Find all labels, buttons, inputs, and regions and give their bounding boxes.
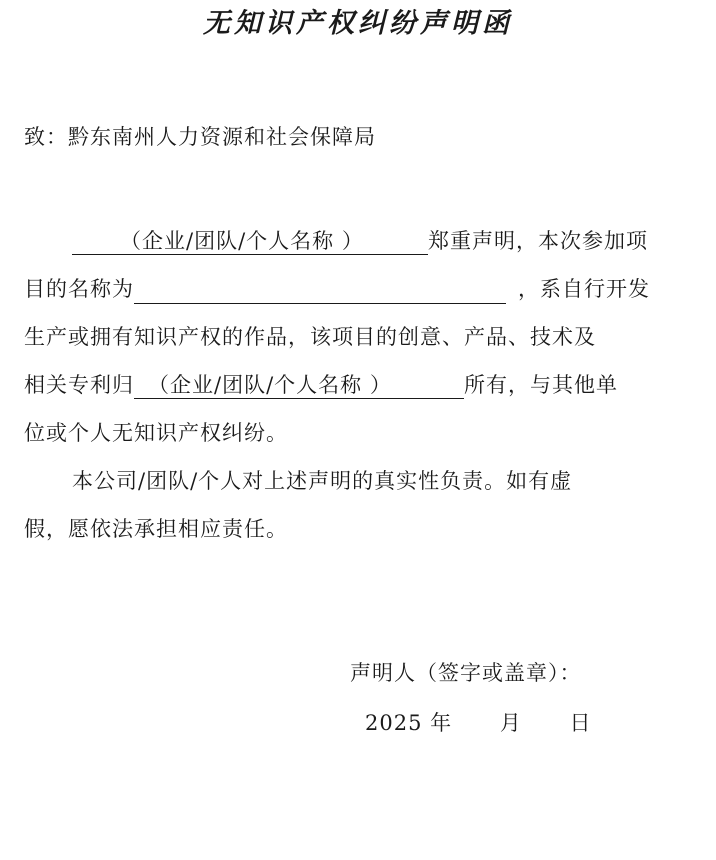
recipient-line: 致：黔东南州人力资源和社会保障局 bbox=[24, 125, 376, 149]
para1-text-b: 目的名称为 bbox=[24, 277, 134, 301]
para1-text-a: 郑重声明，本次参加项 bbox=[428, 229, 648, 253]
date-line bbox=[365, 708, 592, 738]
date-month: 月 bbox=[499, 711, 522, 735]
para1-line4 bbox=[24, 370, 618, 400]
document-title: 无知识产权纠纷声明函 bbox=[203, 8, 513, 39]
owner-blank-field[interactable]: （企业/团队/个人名称 ） bbox=[134, 372, 464, 399]
para1-line2 bbox=[24, 274, 650, 304]
para1-line5: 位或个人无知识产权纠纷。 bbox=[24, 421, 288, 445]
para1-line1 bbox=[72, 226, 648, 256]
para2-line2: 假，愿依法承担相应责任。 bbox=[24, 517, 288, 541]
date-year: 2025 年 bbox=[365, 711, 453, 735]
date-day: 日 bbox=[569, 711, 592, 735]
para1-line3: 生产或拥有知识产权的作品，该项目的创意、产品、技术及 bbox=[24, 325, 596, 349]
signature-label: 声明人（签字或盖章）： bbox=[350, 661, 582, 685]
project-name-blank-field[interactable] bbox=[134, 277, 506, 304]
para1-text-c: ，系自行开发 bbox=[518, 277, 650, 301]
name-blank-field[interactable]: （企业/团队/个人名称 ） bbox=[72, 228, 428, 255]
para2-line1: 本公司/团队/个人对上述声明的真实性负责。如有虚 bbox=[72, 469, 573, 493]
para1-text-d: 相关专利归 bbox=[24, 373, 134, 397]
para1-text-e: 所有，与其他单 bbox=[464, 373, 618, 397]
